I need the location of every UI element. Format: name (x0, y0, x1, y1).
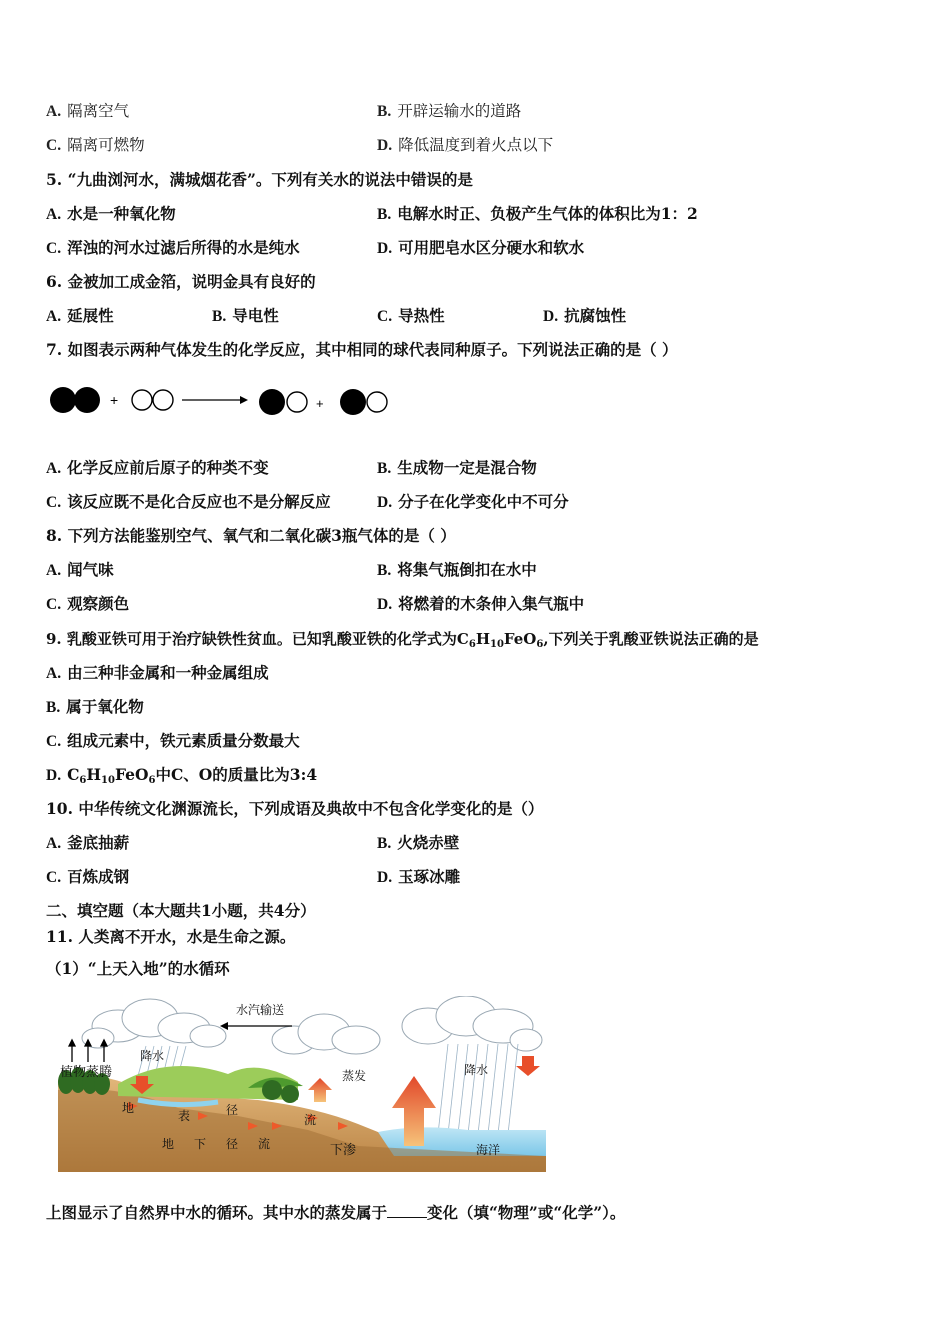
option-letter: C. (377, 308, 393, 325)
surface-runoff-label: 表 (178, 1109, 191, 1123)
q8-option-b[interactable] (377, 559, 537, 582)
option-letter: D. (46, 767, 62, 784)
q7-option-d[interactable] (377, 491, 569, 514)
option-letter: A. (46, 460, 62, 477)
q6-option-c[interactable] (377, 305, 445, 328)
option-text: 玉琢冰雕 (398, 867, 461, 886)
option-letter: A. (46, 835, 62, 852)
option-letter: A. (46, 103, 62, 120)
reactant-molecule-black (50, 387, 100, 413)
q5-option-d[interactable] (377, 237, 584, 260)
q5-option-a[interactable] (46, 203, 176, 226)
q5-option-b[interactable] (377, 203, 698, 226)
option-text: 导电性 (232, 306, 279, 325)
q9-stem-suffix: ,下列关于乳酸亚铁说法正确的是 (543, 630, 759, 648)
q11-fill-suffix: 变化（填“物理”或“化学”）。 (427, 1203, 626, 1222)
option-text: 隔离空气 (67, 102, 130, 120)
q4-option-c[interactable] (46, 134, 145, 157)
option-text: 属于氧化物 (66, 697, 144, 716)
option-text: 观察颜色 (67, 594, 130, 613)
q9-stem-prefix: 9. 乳酸亚铁可用于治疗缺铁性贫血。已知乳酸亚铁的化学式为 (46, 630, 457, 648)
transpiration-label: 植物蒸腾 (60, 1065, 113, 1080)
chemical-formula: $C_6H_{10}FeO_6$ (67, 765, 156, 786)
option-text: 可用肥皂水区分硬水和软水 (398, 238, 585, 257)
surface-runoff-label: 地 (122, 1101, 135, 1115)
reaction-molecule-diagram (46, 380, 406, 424)
q7-option-c[interactable] (46, 491, 331, 514)
option-text: 抗腐蚀性 (564, 306, 627, 325)
option-letter: C. (46, 494, 62, 511)
option-text: 导热性 (398, 306, 445, 325)
option-letter: B. (377, 103, 392, 120)
option-text: 开辟运输水的道路 (397, 102, 522, 120)
option-letter: C. (46, 240, 62, 257)
plus-sign: + (316, 396, 324, 411)
q6-stem: 6. 金被加工成金箔，说明金具有良好的 (46, 272, 316, 291)
precipitation-arrow-icon (516, 1056, 540, 1076)
option-text: 浑浊的河水过滤后所得的水是纯水 (67, 238, 300, 257)
infiltration-label: 下渗 (330, 1143, 357, 1158)
evaporation-label: 蒸发 (342, 1069, 367, 1083)
q8-option-c[interactable] (46, 593, 129, 616)
option-text: 该反应既不是化合反应也不是分解反应 (67, 492, 331, 511)
surface-runoff-label: 径 (226, 1103, 239, 1117)
q11-part1-label: （1）“上天入地”的水循环 (46, 959, 230, 978)
option-letter: D. (377, 869, 393, 886)
option-letter: C. (46, 137, 62, 154)
plus-sign: + (110, 392, 119, 408)
option-letter: A. (46, 562, 62, 579)
q9-stem (46, 628, 759, 656)
q11-fill-sentence (46, 1202, 625, 1224)
option-text: 降低温度到着火点以下 (398, 136, 554, 154)
option-letter: D. (377, 494, 393, 511)
q9-option-a[interactable] (46, 662, 269, 685)
option-letter: A. (46, 206, 62, 223)
cloud-icon (272, 1014, 380, 1054)
option-text: 化学反应前后原子的种类不变 (67, 458, 269, 477)
groundwater-runoff-label: 流 (258, 1137, 271, 1151)
option-letter: D. (543, 308, 559, 325)
water-cycle-diagram (58, 996, 546, 1172)
option-text: 火烧赤壁 (397, 833, 460, 852)
option-letter: B. (46, 699, 61, 716)
option-letter: B. (377, 835, 392, 852)
option-text: 由三种非金属和一种金属组成 (67, 663, 269, 682)
q10-option-d[interactable] (377, 866, 460, 889)
groundwater-runoff-label: 地 (162, 1137, 175, 1151)
q4-option-b[interactable] (377, 100, 521, 123)
option-letter: B. (212, 308, 227, 325)
option-letter: D. (377, 596, 393, 613)
vapor-transport-label: 水汽输送 (236, 1003, 285, 1017)
q10-option-a[interactable] (46, 832, 129, 855)
cloud-icon (402, 996, 542, 1051)
product-molecule-1 (259, 389, 307, 415)
option-letter: C. (46, 596, 62, 613)
option-letter: A. (46, 665, 62, 682)
q11-fill-prefix: 上图显示了自然界中水的循环。其中水的蒸发属于 (46, 1203, 388, 1222)
q10-stem: 10. 中华传统文化渊源流长，下列成语及典故中不包含化学变化的是（） (46, 799, 544, 818)
option-text: 延展性 (67, 306, 114, 325)
option-letter: D. (377, 137, 393, 154)
option-text: 水是一种氧化物 (67, 204, 176, 223)
groundwater-runoff-label: 下 (194, 1137, 207, 1151)
option-text: 将集气瓶倒扣在水中 (397, 560, 537, 579)
q5-stem: 5. “九曲浏河水，满城烟花香”。下列有关水的说法中错误的是 (46, 170, 473, 189)
q7-option-a[interactable] (46, 457, 269, 480)
q7-stem: 7. 如图表示两种气体发生的化学反应，其中相同的球代表同种原子。下列说法正确的是（ ） (46, 340, 678, 359)
option-text: 釜底抽薪 (67, 833, 130, 852)
q9-option-b[interactable] (46, 696, 144, 719)
option-letter: A. (46, 308, 62, 325)
groundwater-runoff-label: 径 (226, 1137, 239, 1151)
option-text: 组成元素中，铁元素质量分数最大 (67, 731, 300, 750)
surface-runoff-label: 流 (304, 1113, 317, 1127)
option-text: 中C、O的质量比为3:4 (155, 765, 318, 784)
q4-option-d[interactable] (377, 134, 553, 157)
option-text: 百炼成钢 (67, 867, 130, 886)
section-heading: 二、填空题（本大题共1小题，共4分） (46, 901, 316, 920)
option-text: 隔离可燃物 (67, 136, 145, 154)
q8-stem: 8. 下列方法能鉴别空气、氧气和二氧化碳3瓶气体的是（ ） (46, 526, 456, 545)
q11-stem: 11. 人类离不开水，水是生命之源。 (46, 927, 296, 946)
q6-option-d[interactable] (543, 305, 626, 328)
option-letter: B. (377, 562, 392, 579)
q10-option-c[interactable] (46, 866, 129, 889)
option-letter: C. (46, 733, 62, 750)
option-letter: B. (377, 460, 392, 477)
ocean-label: 海洋 (476, 1143, 501, 1157)
option-letter: D. (377, 240, 393, 257)
option-text: 分子在化学变化中不可分 (398, 492, 569, 511)
chemical-formula: $C_6H_{10}FeO_6$ (456, 630, 544, 650)
product-molecule-2 (340, 389, 387, 415)
option-text: 闻气味 (67, 560, 114, 579)
option-letter: B. (377, 206, 392, 223)
evaporation-arrow-icon (308, 1078, 332, 1102)
q8-option-a[interactable] (46, 559, 114, 582)
q6-option-b[interactable] (212, 305, 279, 328)
q10-option-b[interactable] (377, 832, 459, 855)
option-text: 将燃着的木条伸入集气瓶中 (398, 594, 585, 613)
reaction-arrow-icon (182, 396, 248, 404)
q8-option-d[interactable] (377, 593, 584, 616)
option-letter: C. (46, 869, 62, 886)
q5-option-c[interactable] (46, 237, 300, 260)
reactant-molecule-white (132, 390, 173, 410)
q6-option-a[interactable] (46, 305, 114, 328)
q7-option-b[interactable] (377, 457, 537, 480)
q9-option-c[interactable] (46, 730, 300, 753)
q9-option-d[interactable] (46, 764, 317, 792)
precipitation-label: 降水 (464, 1063, 489, 1077)
option-text: 生成物一定是混合物 (397, 458, 537, 477)
q4-option-a[interactable] (46, 100, 129, 123)
option-text: 电解水时正、负极产生气体的体积比为1：2 (397, 204, 698, 223)
answer-blank[interactable] (387, 1203, 427, 1218)
precipitation-label: 降水 (140, 1049, 165, 1063)
